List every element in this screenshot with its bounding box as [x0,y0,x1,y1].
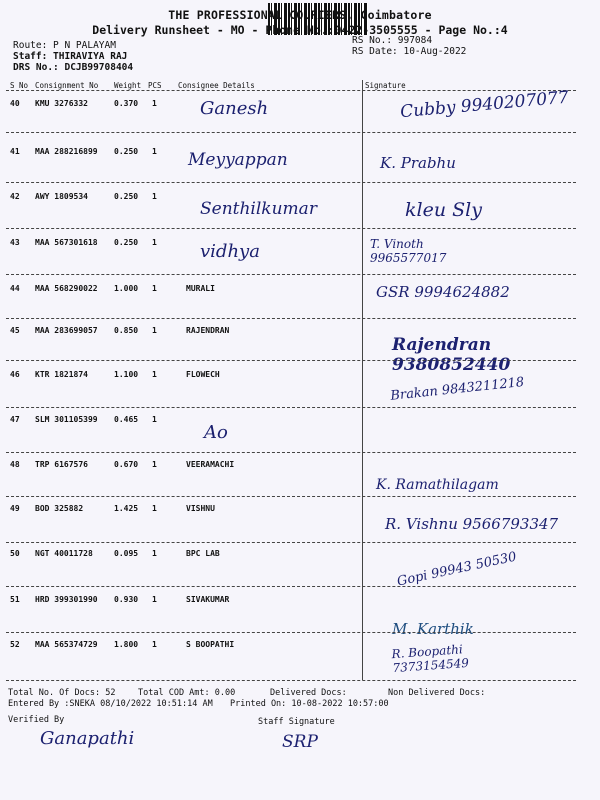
recipient-signature: R. Vishnu 9566793347 [385,515,559,533]
row-pcs: 1 [152,415,157,424]
row-pcs: 1 [152,549,157,558]
row-consignment: SLM 301105399 [35,415,98,424]
row-pcs: 1 [152,504,157,513]
verified-by-label: Verified By [8,715,65,725]
row-pcs: 1 [152,192,157,201]
row-consignee: BPC LAB [186,549,220,558]
row-consignee: RAJENDRAN [186,326,230,335]
row-divider [6,632,576,633]
row-consignee: FLOWECH [186,370,220,379]
table-row [0,189,600,240]
row-consignee: VEERAMACHI [186,460,235,469]
col-weight: Weight [114,81,142,90]
row-weight: 0.465 [114,415,139,424]
col-consignee: Consignee Details [178,81,255,90]
table-row [0,592,600,643]
row-sno: 40 [10,99,20,108]
row-pcs: 1 [152,460,157,469]
row-sno: 43 [10,238,20,247]
row-consignment: NGT 40011728 [35,549,93,558]
delivered-docs: Delivered Docs: [270,688,347,698]
recipient-signature: Gopi 99943 50530 [395,549,518,590]
staff-signature-label: Staff Signature [258,717,335,727]
runsheet-subtitle: Delivery Runsheet - MO - Phone No.:0422-3505555 - Page No.:4 [92,23,508,37]
row-sno: 50 [10,549,20,558]
row-consignee: SIVAKUMAR [186,595,230,604]
row-pcs: 1 [152,326,157,335]
row-consignee: MURALI [186,284,215,293]
total-cod: Total COD Amt: 0.00 [138,688,236,698]
row-weight: 1.800 [114,640,139,649]
row-sno: 41 [10,147,20,156]
row-consignment: MAA 565374729 [35,640,98,649]
verifier-signature: Ganapathi [40,728,135,749]
row-sno: 52 [10,640,20,649]
row-consignment: KTR 1821874 [35,370,88,379]
row-consignment: BOD 325882 [35,504,84,513]
row-pcs: 1 [152,147,157,156]
row-weight: 0.095 [114,549,139,558]
row-weight: 0.670 [114,460,139,469]
handwritten-consignee: Ganesh [200,98,269,119]
drs-number: DRS No.: DCJB99708404 [13,62,134,73]
row-divider [6,182,576,183]
row-divider [6,407,576,408]
recipient-signature: M. Karthik [392,620,474,638]
row-consignment: AWY 1809534 [35,192,88,201]
row-divider [6,586,576,587]
row-divider [6,542,576,543]
row-sno: 45 [10,326,20,335]
col-sno: S No [10,81,29,90]
row-consignment: MAA 283699057 [35,326,98,335]
row-sno: 47 [10,415,20,424]
row-consignment: MAA 567301618 [35,238,98,247]
row-divider [6,360,576,361]
table-row [0,412,600,463]
row-consignee: S BOOPATHI [186,640,235,649]
col-signature: Signature [365,81,406,90]
table-row [0,87,600,147]
recipient-signature: kleu Sly [405,199,482,221]
row-pcs: 1 [152,284,157,293]
table-row [0,637,600,683]
recipient-signature: Rajendran 9380852440 [392,335,511,375]
recipient-signature: T. Vinoth 9965577017 [370,237,447,265]
row-divider [6,318,576,319]
row-consignment: KMU 3276332 [35,99,88,108]
company-title: THE PROFESSIONAL COURIERS, Coimbatore [168,8,432,22]
staff: Staff: THIRAVIYA RAJ [13,51,128,62]
row-sno: 51 [10,595,20,604]
col-consignment: Consignment No [35,81,99,90]
row-weight: 0.250 [114,147,139,156]
route: Route: P N PALAYAM [13,40,116,51]
recipient-signature: GSR 9994624882 [376,283,510,301]
row-consignment: HRD 399301990 [35,595,98,604]
row-weight: 0.370 [114,99,139,108]
rs-date: RS Date: 10-Aug-2022 [352,46,467,57]
recipient-signature: K. Prabhu [380,154,456,172]
row-divider [6,274,576,275]
row-sno: 46 [10,370,20,379]
table-row [0,501,600,552]
row-pcs: 1 [152,99,157,108]
staff-signature: SRP [282,732,318,752]
row-sno: 42 [10,192,20,201]
header-divider [6,90,576,91]
row-pcs: 1 [152,640,157,649]
row-consignment: TRP 6167576 [35,460,88,469]
row-weight: 0.250 [114,192,139,201]
entered-by: Entered By :SNEKA 08/10/2022 10:51:14 AM [8,699,213,709]
row-weight: 1.425 [114,504,139,513]
row-weight: 1.100 [114,370,139,379]
recipient-signature: R. Boopathi 7373154549 [391,642,470,676]
row-divider [6,496,576,497]
total-docs: Total No. Of Docs: 52 [8,688,116,698]
row-consignee: VISHNU [186,504,215,513]
handwritten-consignee: vidhya [200,241,260,262]
recipient-signature: K. Ramathilagam [376,477,499,493]
non-delivered-docs: Non Delivered Docs: [388,688,486,698]
row-pcs: 1 [152,238,157,247]
row-sno: 44 [10,284,20,293]
row-pcs: 1 [152,595,157,604]
printed-on: Printed On: 10-08-2022 10:57:00 [230,699,389,709]
row-divider [6,228,576,229]
row-consignment: MAA 568290022 [35,284,98,293]
col-pcs: PCS [148,81,162,90]
row-sno: 49 [10,504,20,513]
table-row [0,367,600,418]
row-weight: 0.250 [114,238,139,247]
row-weight: 1.000 [114,284,139,293]
recipient-signature: Cubby 9940207077 [399,87,570,123]
handwritten-consignee: Senthilkumar [200,199,317,219]
table-row [0,546,600,597]
recipient-signature: Brakan 9843211218 [389,374,525,404]
row-weight: 0.850 [114,326,139,335]
handwritten-consignee: Meyyappan [188,150,288,170]
row-divider [6,680,576,681]
row-sno: 48 [10,460,20,469]
row-divider [6,132,576,133]
rs-number: RS No.: 997084 [352,35,433,46]
table-row [0,235,600,286]
table-row [0,144,600,195]
row-consignment: MAA 288216899 [35,147,98,156]
row-pcs: 1 [152,370,157,379]
handwritten-consignee: Ao [204,422,228,443]
row-divider [6,452,576,453]
row-weight: 0.930 [114,595,139,604]
